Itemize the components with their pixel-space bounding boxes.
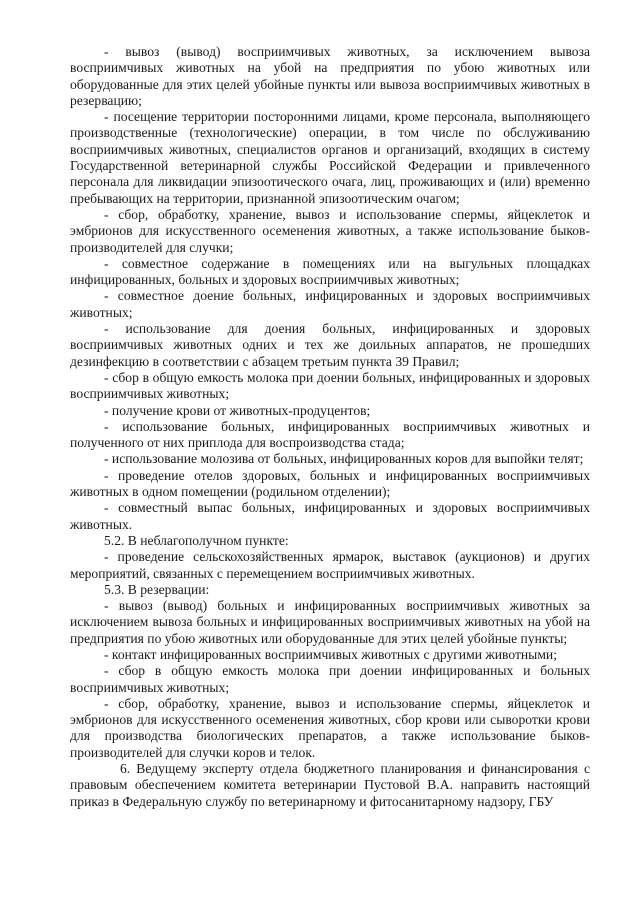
paragraph-ban-fairs-exhibitions: - проведение сельскохозяйственных ярмарок, выставок (аукционов) и других мероприятий, связанных с перемещением восприимчивых животных. (70, 549, 590, 581)
paragraph-ban-common-milk-container: - сбор в общую емкость молока при доении больных, инфицированных и здоровых восприимчивых животных; (70, 369, 590, 402)
paragraph-ban-joint-grazing: - совместный выпас больных, инфицированных и здоровых восприимчивых животных. (70, 500, 590, 532)
paragraph-ban-joint-calving: - проведение отелов здоровых, больных и инфицированных восприимчивых животных в одном помещении (родильном отделении); (70, 467, 590, 500)
paragraph-ban-visitors: - посещение территории посторонними лицами, кроме персонала, выполняющего производственные (технологические) операции, в том числе по обслуживанию восприимчивых животных, специалистов органов и организаций, входящих в систему Государственной ветеринарной службы Российской Федерации и привлеченного персонала для ликвидации эпизоотического очага, лиц, проживающих и (или) временно пребывающих на территории, признанной эпизоотическим очагом; (70, 109, 590, 206)
section-5-2-heading: 5.2. В неблагополучном пункте: (104, 532, 289, 548)
document-body (70, 44, 590, 810)
paragraph-ban-breeding-use: - использование больных, инфицированных восприимчивых животных и полученного от них приплода для воспроизводства стада; (70, 418, 590, 451)
paragraph-ban-animal-removal: - вывоз (вывод) восприимчивых животных, за исключением вывоза восприимчивых животных на убой на предприятия по убою животных или оборудованные для этих целей убойные пункты или вывоза восприимчивых животных в резервацию; (70, 44, 590, 108)
section-6-instruction: 6. Ведущему эксперту отдела бюджетного планирования и финансирования с правовым обеспечением комитета ветеринарии Пустовой В.А. направить настоящий приказ в Федеральную службу по ветеринарному и фитосанитарному надзору, ГБУ (70, 761, 590, 809)
paragraph-ban-shared-milking-machines: - использование для доения больных, инфицированных и здоровых восприимчивых животных одних и тех же доильных аппаратов, не прошедших дезинфекцию в соответствии с абзацем третьим пункта 39 Правил; (70, 321, 590, 369)
paragraph-reservation-semen-blood: - сбор, обработку, хранение, вывоз и использование спермы, яйцеклеток и эмбрионов для искусственного осеменения животных, сбор крови или сыворотки крови для производства биологических препаратов, а также использование быков-производителей для случки коров и телок. (70, 695, 590, 760)
paragraph-reservation-milk-container: - сбор в общую емкость молока при доении инфицированных и больных восприимчивых животных; (70, 663, 590, 695)
paragraph-ban-colostrum-use: - использование молозива от больных, инфицированных коров для выпойки телят; (104, 451, 584, 467)
section-5-3-heading: 5.3. В резервации: (104, 581, 210, 597)
paragraph-ban-joint-milking: - совместное доение больных, инфицированных и здоровых восприимчивых животных; (70, 288, 590, 320)
paragraph-ban-blood-collection: - получение крови от животных-продуцентов; (104, 402, 371, 418)
paragraph-ban-semen-collection: - сбор, обработку, хранение, вывоз и использование спермы, яйцеклеток и эмбрионов для искусственного осеменения животных, а также использование быков-производителей для случки; (70, 206, 590, 255)
paragraph-reservation-removal: - вывоз (вывод) больных и инфицированных восприимчивых животных за исключением вывоза больных и инфицированных восприимчивых животных на убой на предприятия по убою животных или оборудованные для этих целей убойные пункты; (70, 598, 590, 646)
paragraph-reservation-contact: - контакт инфицированных восприимчивых животных с другими животными; (104, 646, 557, 662)
paragraph-ban-joint-housing: - совместное содержание в помещениях или на выгульных площадках инфицированных, больных и здоровых восприимчивых животных; (70, 255, 590, 288)
